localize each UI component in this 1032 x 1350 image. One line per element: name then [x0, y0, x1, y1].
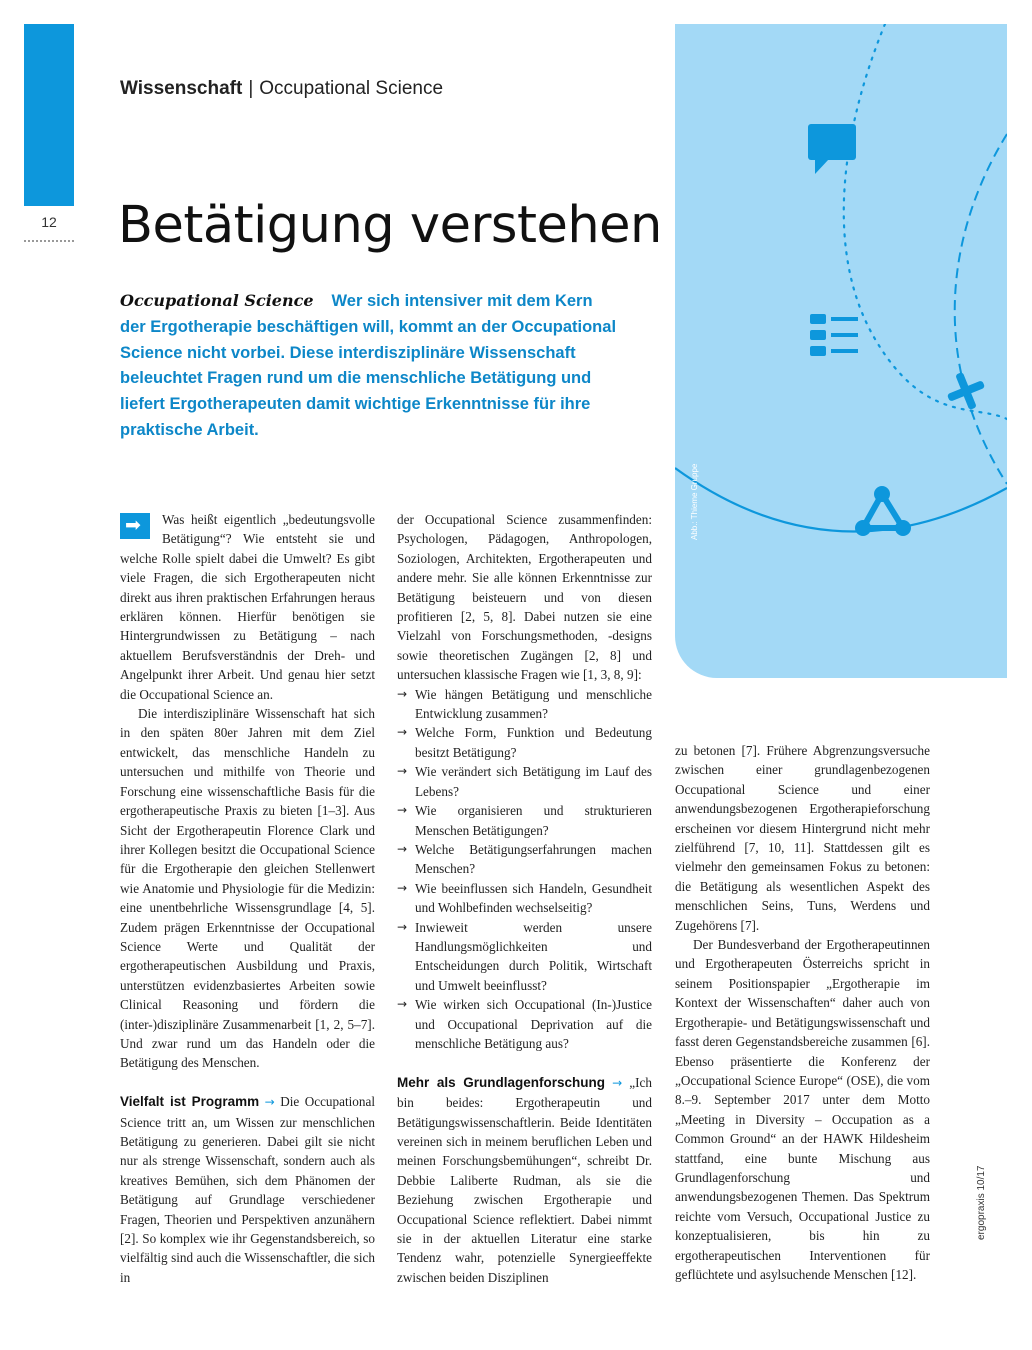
- cross-icon: [941, 366, 990, 415]
- col1-paragraph-1: [120, 510, 375, 704]
- list-item: [397, 995, 652, 1053]
- section-header: [120, 78, 443, 100]
- arrow-icon: →: [264, 1095, 275, 1110]
- question-text: Wie hängen Betätigung und menschliche Entwicklung zusammen?: [415, 686, 652, 722]
- col2-paragraph-3: [397, 1073, 652, 1287]
- page-number: 12: [41, 214, 57, 230]
- bullet-arrow-icon: →: [397, 803, 408, 818]
- col3-paragraph-1: zu betonen [7]. Frühere Abgrenzungsversuche zwischen einer grundlagenbezogenen Occupational Science und einer anwendungsbezogenen Ergotherapieforschung erscheinen vor diesem Hintergrund nicht mehr zielführend [7, 10, 11]. Stattdessen gilt es vielmehr den gemeinsamen Fokus zu betonen: die Betätigung als wesentlichen Aspekt des menschlichen Seins, Tuns, Werdens und Zugehörens [7].: [675, 743, 930, 933]
- lead-kicker: Occupational Science: [120, 291, 314, 310]
- list-icon: [810, 314, 858, 356]
- lead-paragraph: [120, 288, 620, 444]
- image-credit: Abb.: Thieme Gruppe: [690, 463, 699, 540]
- col2-paragraph-1: der Occupational Science zusammenfinden: Psychologen, Pädagogen, Anthropologen, Soziologen, Architekten, Ergotherapeuten und andere mehr. Sie alle können Erkenntnisse zur Betätigung beisteuern und von diesen profitieren [2, 5, 8]. Dabei nutzen sie eine Vielzahl von Forschungsmethoden, -designs sowie theoretischen Zugängen [2, 8] und untersuchen klassische Fragen wie [1, 3, 8, 9]:: [397, 512, 652, 683]
- page-number-divider: [24, 240, 74, 242]
- bullet-arrow-icon: →: [397, 997, 408, 1012]
- network-icon: [855, 486, 911, 536]
- col1-p3-text: Die Occupational Science tritt an, um Wissen zur menschlichen Betätigung zu generieren. Dabei gilt sie nicht nur als strenge Wissenschaft, sondern auch als kreatives Bemühen, sich dem Phänomen der Betätigung auf Grundlage verschiedener Fragen, Theorien und Perspektiven anzunähern [2]. So komplex wie ihr Gegenstandsbereich, so vielfältig sind auch die Wissenschaftler, die sich in: [120, 1094, 376, 1285]
- list-item: [397, 762, 652, 801]
- bullet-arrow-icon: →: [397, 919, 408, 934]
- question-text: Wie wirken sich Occupational (In-)Justice und Occupational Deprivation auf die menschliche Betätigung aus?: [415, 997, 652, 1051]
- question-text: Inwieweit werden unsere Handlungsmöglichkeiten und Entscheidungen durch Politik, Wirtschaft und Umwelt beeinflusst?: [415, 919, 652, 993]
- column-3: [675, 741, 930, 1284]
- col2-p3-text: „Ich bin beides: Ergotherapeutin und Betätigungswissenschaftlerin. Beide Identitäten vereinen sich in meinem beruflichen Leben und meinen Forschungsbemühungen“, schreibt Dr. Debbie Laliberte Rudman, als sie die Beziehung zwischen Ergotherapie und Occupational Science reflektiert. Dabei nimmt sie in der aktuellen Literatur eine starke Tendenz wahr, potenzielle Synergieeffekte zwischen beiden Disziplinen: [397, 1074, 652, 1285]
- journal-footer: ergopraxis 10/17: [976, 1165, 987, 1240]
- list-item: [397, 918, 652, 996]
- bullet-arrow-icon: →: [397, 764, 408, 779]
- col1-paragraph-2: Die interdisziplinäre Wissenschaft hat sich in den späten 80er Jahren mit dem Ziel entwickelt, das menschliche Handeln zu untersuchen und mithilfe von Theorie und Forschung eine wissenschaftliche Basis für die ergotherapeutische Praxis zu bieten [1–3]. Aus Sicht der Ergotherapeutin Florence Clark und ihrer Kollegen besitzt die Occupational Science für die Ergotherapie den gleichen Stellenwert wie Anatomie und Physiologie für die Medizin: eine unentbehrliche Wissensgrundlage [4, 5]. Zudem prägen Erkenntnisse der Occupational Science Werte und Qualität der ergotherapeutischen Ausbildung und Praxis, unterstützen evidenzbasiertes Arbeiten sowie Clinical Reasoning und fördern die (inter-)disziplinäre Zusammenarbeit [1, 2, 5–7]. Und zwar rund um das Handeln oder die Betätigung des Menschen.: [120, 706, 375, 1071]
- list-item: [397, 685, 652, 724]
- question-text: Wie organisieren und strukturieren Menschen Betätigungen?: [415, 803, 652, 838]
- speech-bubble-icon: [808, 124, 856, 174]
- list-item: [397, 723, 652, 762]
- col3-paragraph-2: Der Bundesverband der Ergotherapeutinnen und Ergotherapeuten Österreichs spricht in seinem Positionspapier „Ergotherapie im Kontext der Wissenschaften“ daher auch von Ergotherapie- und Betätigungswissenschaft und fasst deren Gegenstandsbereiche zusammen [6]. Ebenso präsentierte die Konferenz der „Occupational Science Europe“ (OSE), die vom 8.–9. September 2017 unter dem Motto „Meeting in Diversity – Occupation as a Common Ground“ an der HAWK Hildesheim stattfand, eine bunte Mischung aus Grundlagenforschung und anwendungsbezogenen Themen. Das Spektrum reichte vom Versuch, Occupational Justice zu konzeptualisieren, bis hin zu ergotherapeutischen Interventionen für geflüchtete und asylsuchende Menschen [12].: [675, 937, 930, 1282]
- col1-paragraph-3: [120, 1092, 375, 1287]
- list-item: [397, 840, 652, 879]
- question-text: Wie verändert sich Betätigung im Lauf des Lebens?: [415, 764, 652, 799]
- illustration-panel: [675, 24, 1007, 678]
- arrow-icon: →: [612, 1075, 623, 1090]
- question-text: Welche Betätigungserfahrungen machen Menschen?: [415, 841, 652, 877]
- illustration-graphic: [675, 24, 1007, 678]
- spacer: [397, 1053, 652, 1072]
- arrow-right-icon: [120, 513, 150, 539]
- col1-p1-text: Was heißt eigentlich „bedeutungsvolle Betätigung“? Wie entsteht sie und welche Rolle spielt dabei die Umwelt? Es gibt viele Fragen, die sich Ergotherapeuten nicht direkt aus ihren praktischen Erfahrungen heraus erklären können. Hierfür benötigen sie Hintergrundwissen zu Betätigung – nach aktuellem Berufsverständnis der Dreh- und Angelpunkt ihrer Arbeit. Und genau hier setzt die Occupational Science an.: [120, 512, 375, 702]
- header-accent-bar: [24, 24, 74, 206]
- list-item: [397, 801, 652, 840]
- lead-text: Wer sich intensiver mit dem Kern der Ergotherapie beschäftigen will, kommt an der Occupational Science nicht vorbei. Diese interdisziplinäre Wissenschaft beleuchtet Fragen rund um die menschliche Betätigung und liefert Ergotherapeuten damit wichtige Erkenntnisse für ihre praktische Arbeit.: [120, 292, 617, 439]
- section-subtitle: Occupational Science: [259, 78, 444, 99]
- bullet-arrow-icon: →: [397, 725, 408, 740]
- article-title: Betätigung verstehen: [118, 196, 662, 255]
- question-text: Welche Form, Funktion und Bedeutung besitzt Betätigung?: [415, 725, 652, 760]
- spacer: [120, 1073, 375, 1092]
- subheading-vielfalt: Vielfalt ist Programm: [120, 1094, 260, 1110]
- bullet-arrow-icon: →: [397, 841, 408, 856]
- list-item: [397, 879, 652, 918]
- column-2: [397, 510, 652, 1287]
- bullet-arrow-icon: →: [397, 686, 408, 701]
- column-1: [120, 510, 375, 1287]
- section-separator: |: [248, 78, 254, 99]
- bullet-arrow-icon: →: [397, 880, 408, 895]
- subheading-grundlagenforschung: Mehr als Grundlagenforschung: [397, 1074, 605, 1090]
- question-text: Wie beeinflussen sich Handeln, Gesundheit und Wohlbefinden wechselseitig?: [415, 880, 652, 916]
- section-title: Wissenschaft: [120, 78, 243, 99]
